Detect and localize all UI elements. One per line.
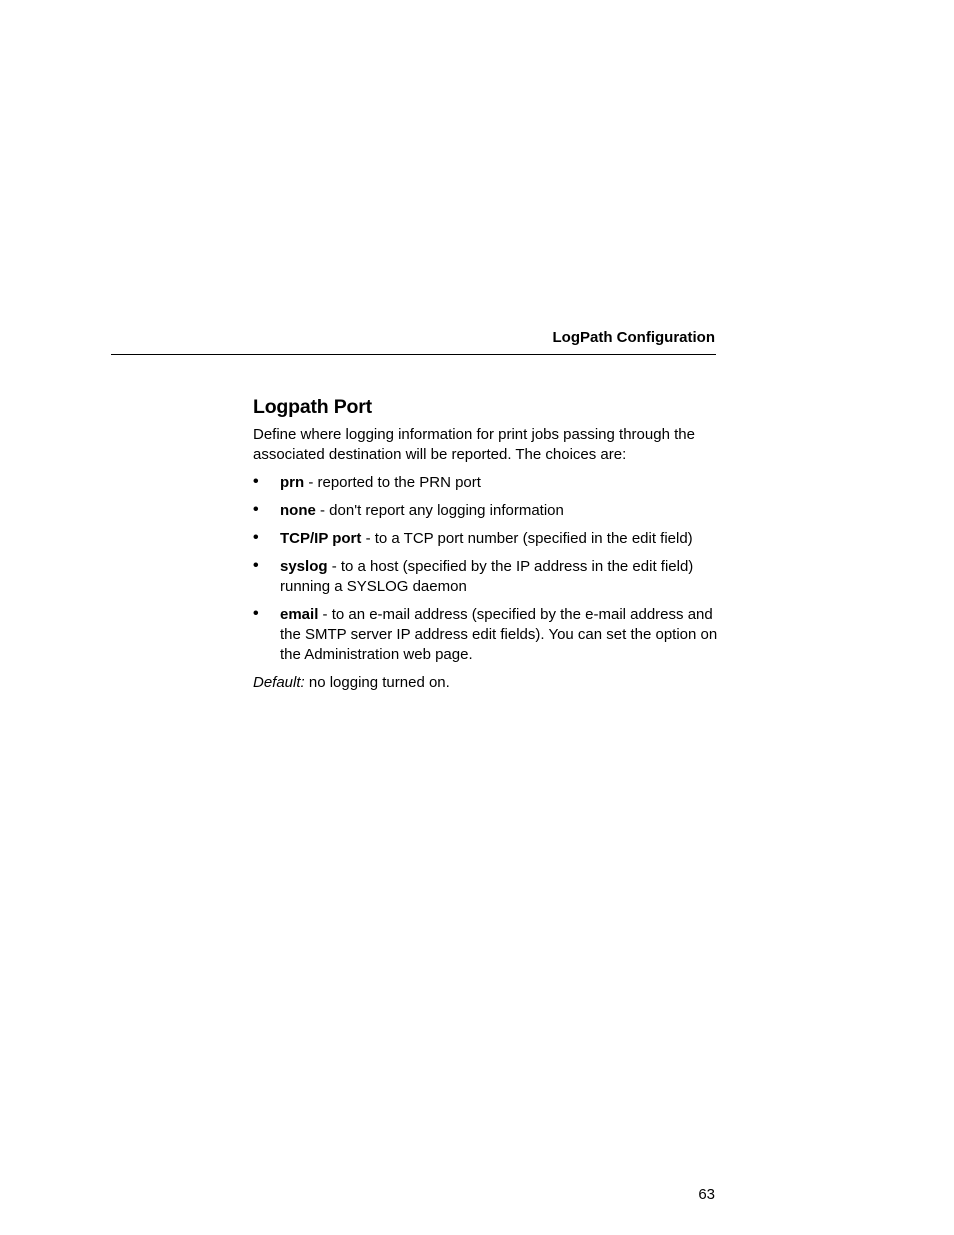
section-logpath-port — [253, 395, 723, 693]
list-item-none — [253, 501, 723, 521]
running-header: LogPath Configuration — [552, 329, 715, 346]
section-intro: Define where logging information for print jobs passing through the associated destination will be reported. The choices are: — [253, 426, 695, 463]
bullet-icon: • — [253, 473, 259, 490]
default-value: no logging turned on. — [304, 674, 450, 691]
list-item-tcpip-port — [253, 529, 723, 549]
choice-description: - to a TCP port number (specified in the edit field) — [361, 530, 693, 547]
choice-term: syslog — [280, 558, 328, 575]
choice-term: TCP/IP port — [280, 530, 362, 547]
list-item-prn — [253, 473, 723, 493]
choice-description: - don't report any logging information — [315, 502, 564, 519]
page-number: 63 — [698, 1186, 715, 1203]
choice-term: prn — [280, 474, 305, 491]
section-title: Logpath Port — [253, 396, 372, 418]
bullet-icon: • — [253, 501, 259, 518]
choice-term: email — [280, 606, 319, 623]
default-label: Default: — [253, 674, 305, 691]
choice-term: none — [280, 502, 316, 519]
bullet-icon: • — [253, 529, 259, 546]
list-item-syslog — [253, 557, 723, 597]
choices-list — [253, 473, 723, 665]
bullet-icon: • — [253, 605, 259, 622]
choice-description: - to a host (specified by the IP address in the edit field) running a SYSLOG daemon — [280, 558, 694, 595]
choice-description: - reported to the PRN port — [304, 474, 481, 491]
list-item-email — [253, 605, 723, 665]
default-note — [253, 673, 723, 693]
choice-description: - to an e-mail address (specified by the e-mail address and the SMTP server IP address edit fields). You can set the option on the Administration web page. — [280, 606, 718, 663]
header-rule — [111, 354, 716, 355]
bullet-icon: • — [253, 557, 259, 574]
